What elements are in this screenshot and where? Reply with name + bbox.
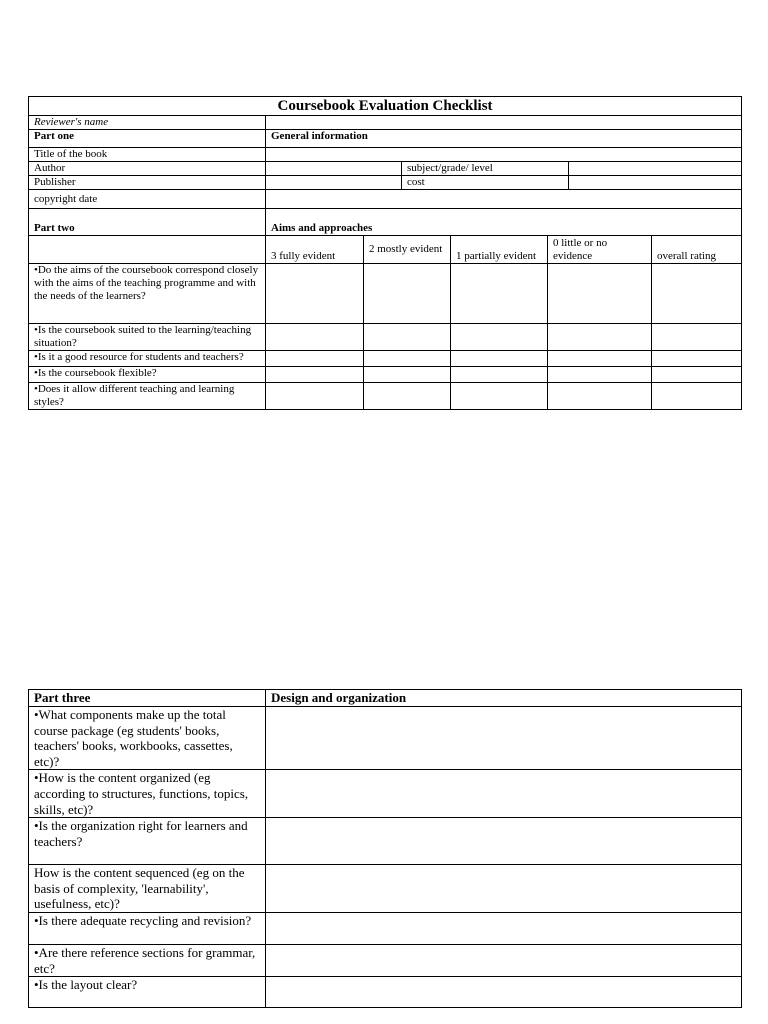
part-one-label: Part one <box>29 130 266 148</box>
table-row <box>29 818 742 865</box>
rating-cell[interactable] <box>364 383 451 410</box>
rating-header-little-evidence: 0 little or no evidence <box>548 236 652 264</box>
copyright-date-field[interactable] <box>266 190 742 209</box>
rating-cell[interactable] <box>548 367 652 383</box>
reviewer-name-label: Reviewer's name <box>29 116 266 130</box>
rating-cell[interactable] <box>652 264 742 324</box>
table-row <box>29 324 742 351</box>
part-three-heading: Design and organization <box>266 690 742 707</box>
rating-header-mostly-evident: 2 mostly evident <box>364 236 451 264</box>
rating-cell[interactable] <box>548 264 652 324</box>
question-flexible: •Is the coursebook flexible? <box>29 367 266 383</box>
answer-cell[interactable] <box>266 707 742 770</box>
question-content-organized: •How is the content organized (eg according to structures, functions, topics, skills, etc)? <box>29 770 266 818</box>
rating-cell[interactable] <box>266 324 364 351</box>
rating-cell[interactable] <box>451 367 548 383</box>
table-row <box>29 944 742 976</box>
part-one-heading: General information <box>266 130 742 148</box>
question-different-styles: •Does it allow different teaching and learning styles? <box>29 383 266 410</box>
rating-cell[interactable] <box>266 367 364 383</box>
answer-cell[interactable] <box>266 865 742 913</box>
rating-cell[interactable] <box>652 324 742 351</box>
question-good-resource: •Is it a good resource for students and teachers? <box>29 351 266 367</box>
question-layout-clear: •Is the layout clear? <box>29 977 266 1008</box>
rating-cell[interactable] <box>266 383 364 410</box>
rating-cell[interactable] <box>548 351 652 367</box>
table-row <box>29 865 742 913</box>
publisher-label: Publisher <box>29 176 266 190</box>
rating-cell[interactable] <box>364 367 451 383</box>
table-row <box>29 264 742 324</box>
copyright-date-label: copyright date <box>29 190 266 209</box>
table-row <box>29 912 742 944</box>
rating-cell[interactable] <box>266 351 364 367</box>
title-of-book-label: Title of the book <box>29 148 266 162</box>
reviewer-name-field[interactable] <box>266 116 742 130</box>
question-reference-sections: •Are there reference sections for grammar, etc? <box>29 944 266 976</box>
question-suited-situation: •Is the coursebook suited to the learning/teaching situation? <box>29 324 266 351</box>
rating-cell[interactable] <box>548 383 652 410</box>
subject-grade-level-field[interactable] <box>569 162 742 176</box>
question-content-sequenced: How is the content sequenced (eg on the basis of complexity, 'learnability', usefulness, etc)? <box>29 865 266 913</box>
rating-cell[interactable] <box>451 324 548 351</box>
question-components: •What components make up the total course package (eg students' books, teachers' books, workbooks, cassettes, etc)? <box>29 707 266 770</box>
rating-header-overall: overall rating <box>652 236 742 264</box>
rating-header-partially-evident: 1 partially evident <box>451 236 548 264</box>
part-three-label: Part three <box>29 690 266 707</box>
rating-cell[interactable] <box>364 324 451 351</box>
author-label: Author <box>29 162 266 176</box>
table-row <box>29 707 742 770</box>
subject-grade-level-label: subject/grade/ level <box>402 162 569 176</box>
answer-cell[interactable] <box>266 977 742 1008</box>
rating-cell[interactable] <box>364 351 451 367</box>
table-row <box>29 367 742 383</box>
rating-cell[interactable] <box>652 351 742 367</box>
answer-cell[interactable] <box>266 770 742 818</box>
cost-label: cost <box>402 176 569 190</box>
rating-cell[interactable] <box>451 264 548 324</box>
rating-header-blank <box>29 236 266 264</box>
answer-cell[interactable] <box>266 912 742 944</box>
publisher-field[interactable] <box>266 176 402 190</box>
checklist-table-part-three <box>28 689 742 1008</box>
page-title: Coursebook Evaluation Checklist <box>29 97 742 116</box>
cost-field[interactable] <box>569 176 742 190</box>
answer-cell[interactable] <box>266 818 742 865</box>
table-row <box>29 977 742 1008</box>
answer-cell[interactable] <box>266 944 742 976</box>
rating-cell[interactable] <box>652 367 742 383</box>
rating-cell[interactable] <box>451 351 548 367</box>
question-aims-correspond: •Do the aims of the coursebook correspond closely with the aims of the teaching programme and with the needs of the learners? <box>29 264 266 324</box>
title-of-book-field[interactable] <box>266 148 742 162</box>
rating-cell[interactable] <box>451 383 548 410</box>
table-row <box>29 383 742 410</box>
rating-cell[interactable] <box>266 264 364 324</box>
checklist-table-part-one-two <box>28 96 742 410</box>
rating-cell[interactable] <box>548 324 652 351</box>
part-two-heading: Aims and approaches <box>266 209 742 236</box>
author-field[interactable] <box>266 162 402 176</box>
part-two-label: Part two <box>29 209 266 236</box>
question-organization-right: •Is the organization right for learners and teachers? <box>29 818 266 865</box>
rating-cell[interactable] <box>364 264 451 324</box>
table-row <box>29 351 742 367</box>
rating-header-fully-evident: 3 fully evident <box>266 236 364 264</box>
table-row <box>29 770 742 818</box>
rating-cell[interactable] <box>652 383 742 410</box>
question-recycling-revision: •Is there adequate recycling and revision? <box>29 912 266 944</box>
